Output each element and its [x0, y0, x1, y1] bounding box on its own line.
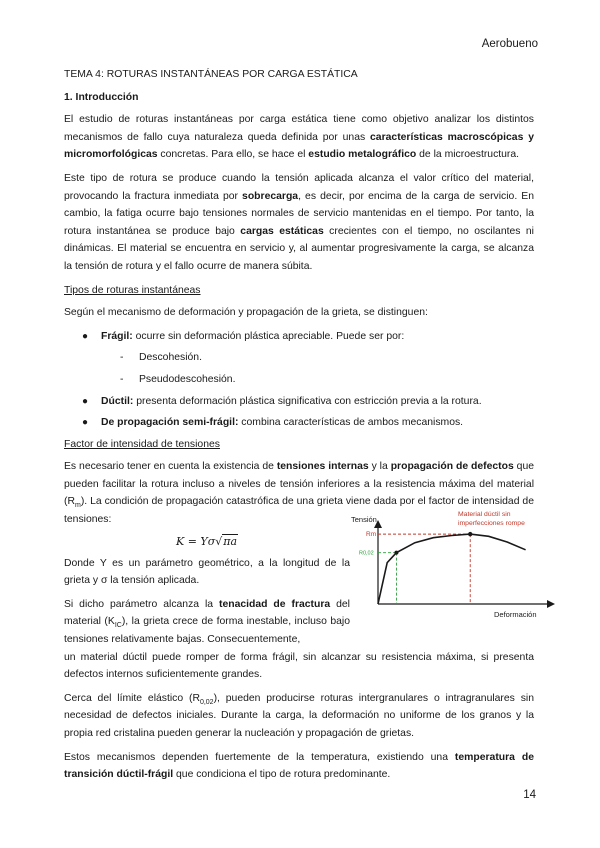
paragraph-intro: El estudio de roturas instantáneas por carga estática tiene como objetivo analizar los distintos mecanismos de fallo cuya naturaleza queda definida por unas características macroscópicas y micromorfológicas concretas. Para ello, se hace el estudio metalográfico de la microestructura. [64, 114, 534, 161]
stress-strain-chart [346, 510, 556, 624]
y-axis-label: Tensión [351, 515, 377, 524]
list-item-semifragil: ● De propagación semi-frágil: combina características de ambos mecanismos. [64, 414, 534, 432]
header-brand: Aerobueno [481, 38, 538, 50]
list-item-fragil: ● Frágil: ocurre sin deformación plástica apreciable. Puede ser por: - Descohesión. - Pseudodescohesión. [64, 328, 534, 389]
types-list [64, 328, 534, 432]
paragraph-overload: Este tipo de rotura se produce cuando la tensión aplicada alcanza el valor crítico del material, provocando la fractura inmediata por sobrecarga, es decir, por encima de la carga de servicio. En cambio, la fatiga ocurre bajo tensiones normales de servicio mantenidas en el tiempo. Por tanto, la rotura instantánea se produce bajo cargas estáticas crecientes con el tiempo, no oscilantes ni dinámicas. El material se encuentra en servicio y, al aumentar progresivamente la carga, se alcanza la tensión de rotura y el fallo ocurre de manera súbita. [64, 172, 534, 272]
section-heading: 1. Introducción [64, 91, 139, 103]
paragraph-types-intro: Según el mecanismo de deformación y propagación de la grieta, se distinguen: [64, 307, 428, 319]
subheading-factor: Factor de intensidad de tensiones [64, 438, 220, 450]
paragraph-elastic-limit: Cerca del límite elástico $(R_{0,02})$, pueden producirse roturas intergranulares o intragranulares sin necesidad de defectos iniciales. Durante la carga, la deformación no uniforme de los granos y la propia red cristalina pueden generar la nucleación y propagación de grietas. [64, 692, 534, 739]
sublist-fragil [64, 349, 534, 388]
document-body [64, 66, 534, 790]
stress-intensity-formula: K = Yσ√πa [176, 534, 238, 548]
paragraph-parameters: Donde Y es un parámetro geométrico, a la longitud de la grieta y σ la tensión aplicada. [64, 557, 350, 587]
rm-point [468, 532, 472, 536]
page-number: 14 [523, 789, 536, 801]
paragraph-toughness: Si dicho parámetro alcanza la tenacidad de fractura del material $(K_{IC})$, la grieta crece de forma inestable, incluso bajo tensiones relativamente bajas. Consecuentemente, un material dúctil puede romper de forma frágil, sin alcanzar su resistencia máxima, si presenta defectos internos suficientemente grandes. [64, 598, 534, 681]
subheading-types: Tipos de roturas instantáneas [64, 284, 201, 296]
paragraph-temperature: Estos mecanismos dependen fuertemente de la temperatura, existiendo una temperatura de transición dúctil-frágil que condiciona el tipo de rotura predominante. [64, 751, 534, 781]
rm-label: Rm [366, 531, 377, 539]
list-item-descohesion: - Descohesión. [64, 349, 534, 367]
r002-point [394, 551, 398, 555]
list-item-pseudodescohesion: - Pseudodescohesión. [64, 371, 534, 389]
list-item-ductil: ● Dúctil: presenta deformación plástica significativa con estricción previa a la rotura. [64, 393, 534, 411]
chart-annotation: Material dúctil sin imperfecciones rompe [458, 511, 525, 527]
r002-label: R0,02 [359, 550, 374, 557]
x-axis-label: Deformación [494, 610, 537, 619]
paragraph-internal-stress: Es necesario tener en cuenta la existencia de tensiones internas y la propagación de defectos que pueden facilitar la rotura incluso a niveles de tensión inferiores a la resistencia máxima del material $(R_m)$. La condición de propagación catastrófica de una grieta viene dada por el factor de intensidad de tensiones: [64, 461, 535, 526]
x-axis-arrow [547, 600, 555, 608]
stress-strain-curve [378, 534, 526, 604]
page-title: TEMA 4: ROTURAS INSTANTÁNEAS POR CARGA ESTÁTICA [64, 69, 358, 80]
